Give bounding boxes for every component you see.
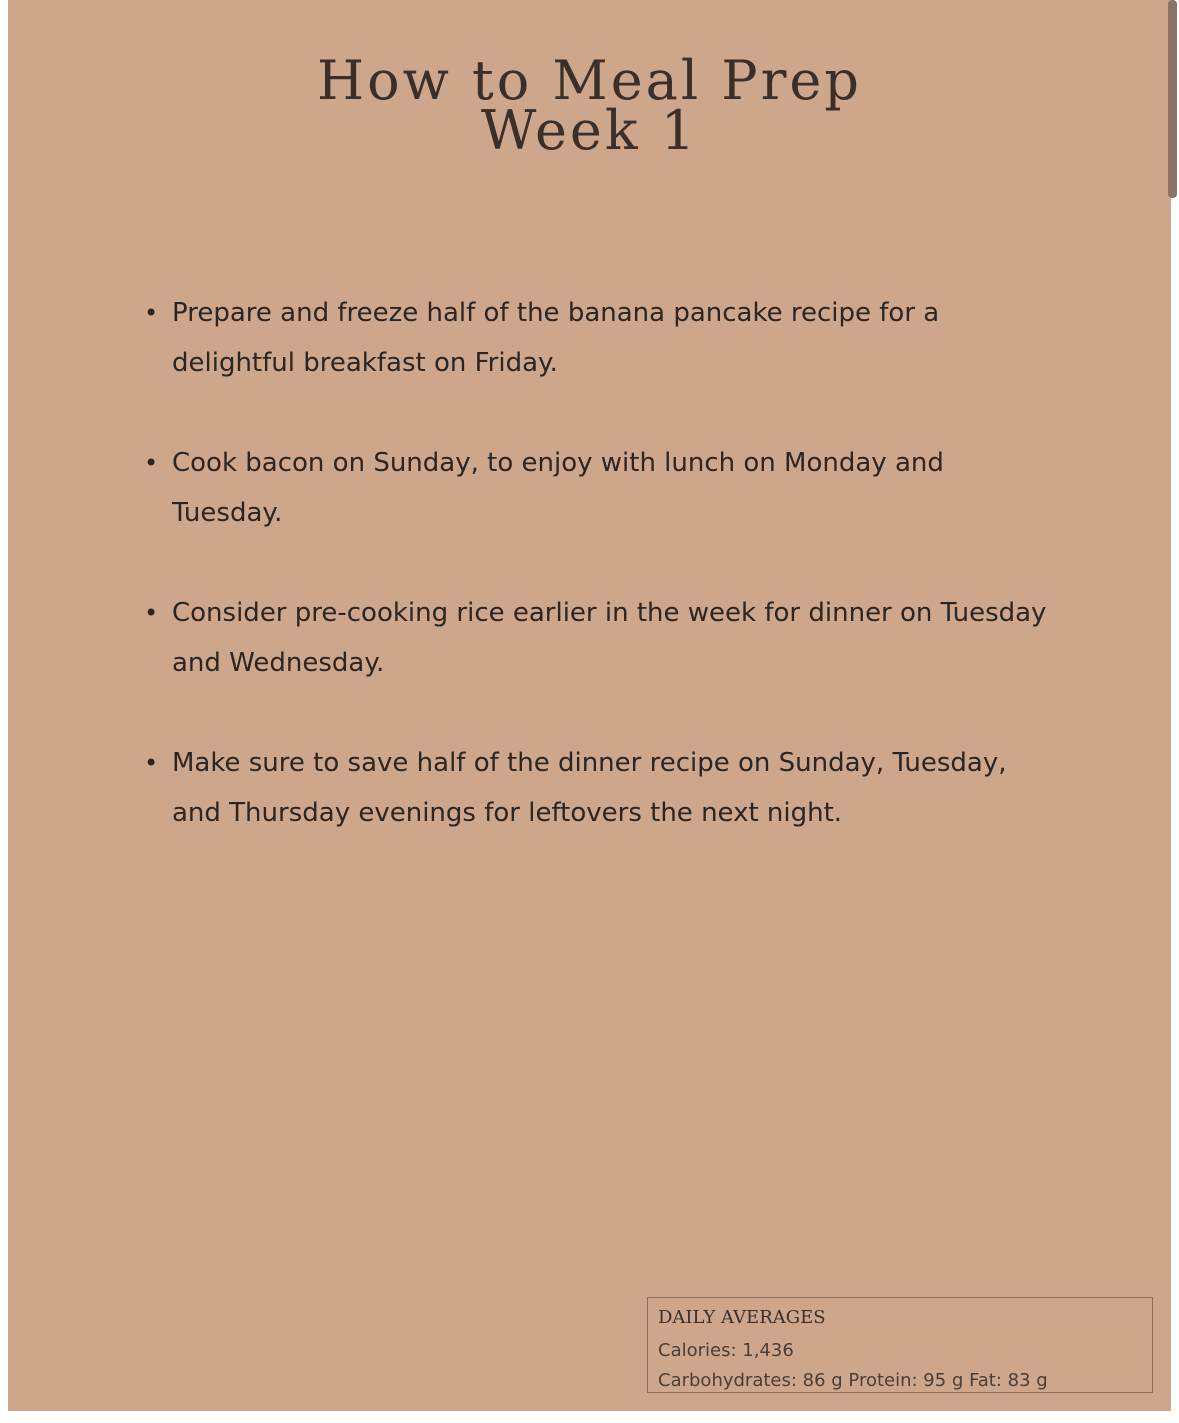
daily-averages-box (647, 1297, 1153, 1393)
list-item (142, 588, 1062, 688)
title-line-2: Week 1 (480, 99, 699, 162)
vertical-scrollbar[interactable] (1167, 0, 1179, 1411)
bullet-dot-icon: • (144, 599, 159, 627)
bullet-dot-icon: • (144, 449, 159, 477)
meal-prep-tips-list (142, 288, 1062, 888)
title-line-1: How to Meal Prep (317, 49, 862, 112)
page-title (8, 49, 1171, 162)
bullet-dot-icon: • (144, 299, 159, 327)
list-item (142, 288, 1062, 388)
list-item (142, 438, 1062, 538)
scrollbar-thumb[interactable] (1168, 0, 1177, 198)
document-page (8, 0, 1171, 1411)
tip-text: Consider pre-cooking rice earlier in the week for dinner on Tuesday and Wednesday. (172, 598, 1047, 678)
macros-value: Carbohydrates: 86 g Protein: 95 g Fat: 83 g (658, 1370, 1048, 1391)
list-item (142, 738, 1062, 838)
tip-text: Prepare and freeze half of the banana pancake recipe for a delightful breakfast on Friday. (172, 298, 940, 378)
tip-text: Make sure to save half of the dinner recipe on Sunday, Tuesday, and Thursday evenings for leftovers the next night. (172, 748, 1007, 828)
daily-averages-heading: DAILY AVERAGES (658, 1307, 826, 1328)
bullet-dot-icon: • (144, 749, 159, 777)
tip-text: Cook bacon on Sunday, to enjoy with lunch on Monday and Tuesday. (172, 448, 944, 528)
calories-value: Calories: 1,436 (658, 1340, 794, 1361)
